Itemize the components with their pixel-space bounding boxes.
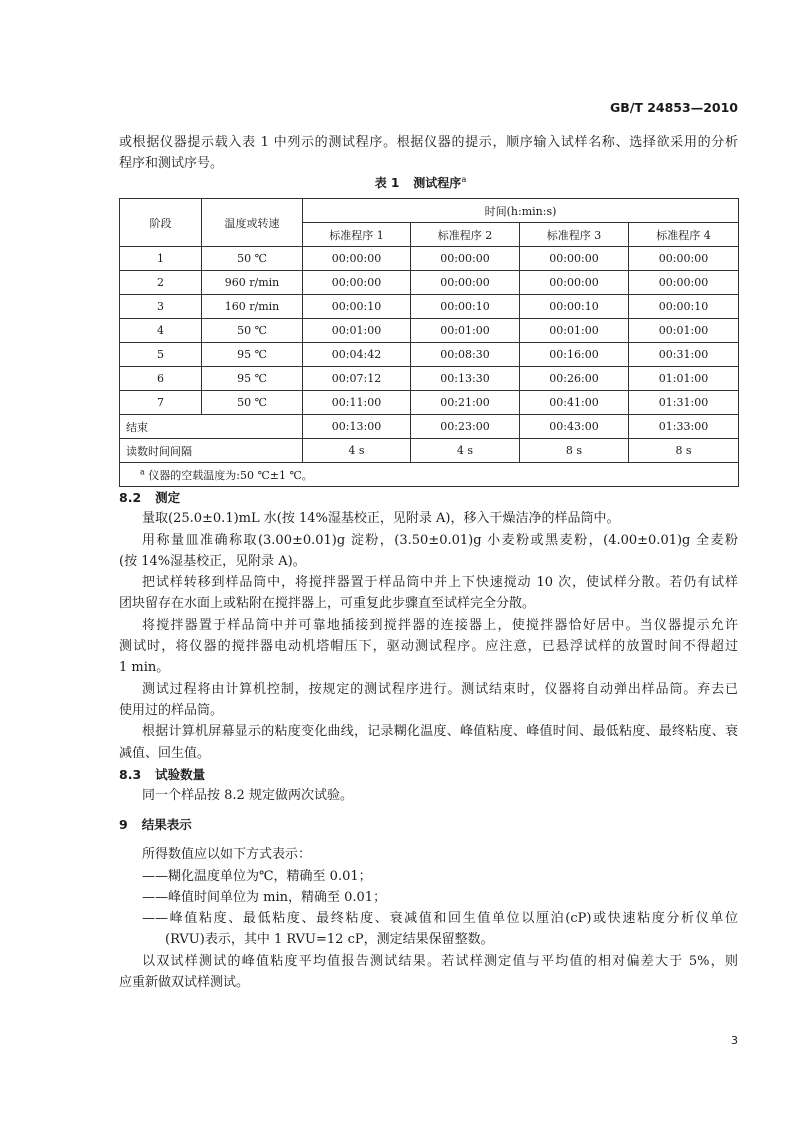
text-line: 测试时，将仪器的搅拌器电动机塔帽压下，驱动测试程序。应注意，已悬浮试样的放置时间不得超过 [119, 639, 738, 655]
text-line: 所得数值应以如下方式表示： [142, 847, 312, 863]
program-4-header: 标准程序 4 [629, 223, 739, 247]
list-item [119, 908, 738, 951]
text-line: 应重新做双试样测试。 [119, 975, 250, 991]
section-number: 8.2 [119, 490, 142, 505]
time-cell: 00:26:00 [520, 367, 629, 391]
condition-cell: 50 ℃ [202, 319, 303, 343]
time-cell: 00:41:00 [520, 391, 629, 415]
time-group-header: 时间(h:min:s) [303, 199, 739, 223]
time-cell: 01:33:00 [629, 415, 739, 439]
standard-code-header: GB/T 24853—2010 [609, 100, 738, 115]
time-cell: 00:21:00 [411, 391, 520, 415]
stage-cell: 5 [120, 343, 202, 367]
time-cell: 00:00:00 [629, 271, 739, 295]
time-cell: 00:01:00 [411, 319, 520, 343]
section-number: 9 [119, 817, 128, 832]
interval-label-cell: 读数时间间隔 [120, 439, 303, 463]
condition-cell: 95 ℃ [202, 367, 303, 391]
section-heading [119, 764, 738, 785]
text-line: 测试过程将由计算机控制，按规定的测试程序进行。测试结束时，仪器将自动弹出样品筒。弃去已 [142, 681, 738, 697]
section-title: 结果表示 [141, 817, 192, 832]
stage-header: 阶段 [120, 199, 202, 247]
table-row [120, 295, 739, 319]
text-line: 以双试样测试的峰值粘度平均值报告测试结果。若试样测定值与平均值的相对偏差大于 5%，则 [142, 953, 738, 969]
text-line: 同一个样品按 8.2 规定做两次试验。 [142, 788, 353, 804]
interval-cell: 4 s [411, 439, 520, 463]
condition-cell: 95 ℃ [202, 343, 303, 367]
time-cell: 00:01:00 [629, 319, 739, 343]
condition-cell: 50 ℃ [202, 247, 303, 271]
condition-cell: 960 r/min [202, 271, 303, 295]
paragraph [119, 679, 738, 722]
table-row [120, 367, 739, 391]
time-cell: 00:00:10 [411, 295, 520, 319]
paragraph [119, 572, 738, 615]
paragraph [119, 530, 738, 573]
text-line: 把试样转移到样品筒中，将搅拌器置于样品筒中并上下快速搅动 10 次，使试样分散。若仍有试样 [142, 575, 738, 591]
time-cell: 00:31:00 [629, 343, 739, 367]
time-cell: 00:13:30 [411, 367, 520, 391]
footnote-text: 仪器的空载温度为:50 ℃±1 ℃。 [148, 468, 313, 482]
interval-cell: 8 s [520, 439, 629, 463]
time-cell: 00:11:00 [303, 391, 411, 415]
stage-cell: 6 [120, 367, 202, 391]
paragraph [119, 844, 738, 865]
time-cell: 00:04:42 [303, 343, 411, 367]
table-header-row [120, 199, 739, 223]
program-2-header: 标准程序 2 [411, 223, 520, 247]
section-9 [119, 814, 738, 993]
interval-row [120, 439, 739, 463]
time-cell: 00:00:00 [411, 247, 520, 271]
time-cell: 01:31:00 [629, 391, 739, 415]
table-row [120, 319, 739, 343]
time-cell: 00:00:00 [411, 271, 520, 295]
table-number: 表 1 [374, 176, 400, 190]
stage-cell: 3 [120, 295, 202, 319]
section-title: 测定 [155, 490, 181, 505]
paragraph [119, 785, 738, 806]
paragraph [119, 721, 738, 764]
table-row [120, 391, 739, 415]
text-line: ——峰值粘度、最低粘度、最终粘度、衰减值和回生值单位以厘泊(cP)或快速粘度分析仪单位 [142, 911, 738, 927]
time-cell: 00:13:00 [303, 415, 411, 439]
paragraph [119, 615, 738, 679]
stage-cell: 7 [120, 391, 202, 415]
text-line: 团块留存在水面上或粘附在搅拌器上，可重复此步骤直至试样完全分散。 [119, 596, 536, 612]
time-cell: 00:08:30 [411, 343, 520, 367]
time-cell: 00:16:00 [520, 343, 629, 367]
table-caption [119, 173, 738, 193]
time-cell: 01:01:00 [629, 367, 739, 391]
condition-header: 温度或转速 [202, 199, 303, 247]
table-title: 测试程序 [413, 176, 462, 190]
interval-cell: 8 s [629, 439, 739, 463]
intro-paragraph [119, 132, 738, 174]
text-line: 用称量皿准确称取(3.00±0.01)g 淀粉，(3.50±0.01)g 小麦粉或黑麦粉，(4.00±0.01)g 全麦粉 [142, 532, 738, 548]
condition-cell: 160 r/min [202, 295, 303, 319]
time-cell: 00:43:00 [520, 415, 629, 439]
time-cell: 00:00:00 [629, 247, 739, 271]
stage-cell: 4 [120, 319, 202, 343]
text-line: 1 min。 [119, 660, 170, 676]
text-line: 程序和测试序号。 [119, 156, 224, 171]
text-line: (RVU)表示，其中 1 RVU=12 cP，测定结果保留整数。 [165, 932, 494, 948]
footnote-mark: a [140, 466, 145, 476]
end-row [120, 415, 739, 439]
text-line: ——糊化温度单位为℃，精确至 0.01； [142, 868, 372, 884]
list-item [119, 887, 738, 908]
text-line: 将搅拌器置于样品筒中并可靠地插接到搅拌器的连接器上，使搅拌器恰好居中。当仪器提示允许 [142, 617, 738, 633]
table-row [120, 343, 739, 367]
stage-cell: 1 [120, 247, 202, 271]
text-line: 量取(25.0±0.1)mL 水(按 14%湿基校正，见附录 A)，移入干燥洁净的样品筒中。 [142, 511, 620, 527]
section-heading [119, 814, 738, 835]
table-row [120, 247, 739, 271]
time-cell: 00:00:10 [520, 295, 629, 319]
list-item [119, 866, 738, 887]
footnote-row [120, 463, 739, 487]
footnote-mark: a [461, 175, 467, 184]
text-line: 根据计算机屏幕显示的粘度变化曲线，记录糊化温度、峰值粘度、峰值时间、最低粘度、最终粘度、衰 [142, 724, 738, 740]
paragraph [119, 508, 738, 529]
program-3-header: 标准程序 3 [520, 223, 629, 247]
time-cell: 00:01:00 [520, 319, 629, 343]
table-row [120, 271, 739, 295]
program-1-header: 标准程序 1 [303, 223, 411, 247]
time-cell: 00:00:00 [303, 247, 411, 271]
section-title: 试验数量 [155, 766, 206, 782]
section-8-2 [119, 487, 738, 806]
page-number: 3 [731, 1034, 738, 1047]
section-number: 8.3 [119, 766, 142, 782]
text-line: (按 14%湿基校正，见附录 A)。 [119, 553, 306, 569]
time-cell: 00:00:00 [520, 247, 629, 271]
text-line: 减值、回生值。 [119, 745, 211, 761]
time-cell: 00:01:00 [303, 319, 411, 343]
time-cell: 00:00:00 [520, 271, 629, 295]
section-heading [119, 487, 738, 508]
time-cell: 00:23:00 [411, 415, 520, 439]
time-cell: 00:00:10 [629, 295, 739, 319]
time-cell: 00:00:10 [303, 295, 411, 319]
text-line: ——峰值时间单位为 min，精确至 0.01； [142, 889, 387, 905]
table-footnote [120, 463, 739, 487]
stage-cell: 2 [120, 271, 202, 295]
interval-cell: 4 s [303, 439, 411, 463]
text-line: 或根据仪器提示载入表 1 中列示的测试程序。根据仪器的提示，顺序输入试样名称、选择欲采用的分析 [119, 135, 738, 150]
text-line: 使用过的样品筒。 [119, 702, 224, 718]
test-program-table [119, 198, 739, 487]
time-cell: 00:07:12 [303, 367, 411, 391]
end-label-cell: 结束 [120, 415, 303, 439]
paragraph [119, 951, 738, 994]
condition-cell: 50 ℃ [202, 391, 303, 415]
time-cell: 00:00:00 [303, 271, 411, 295]
